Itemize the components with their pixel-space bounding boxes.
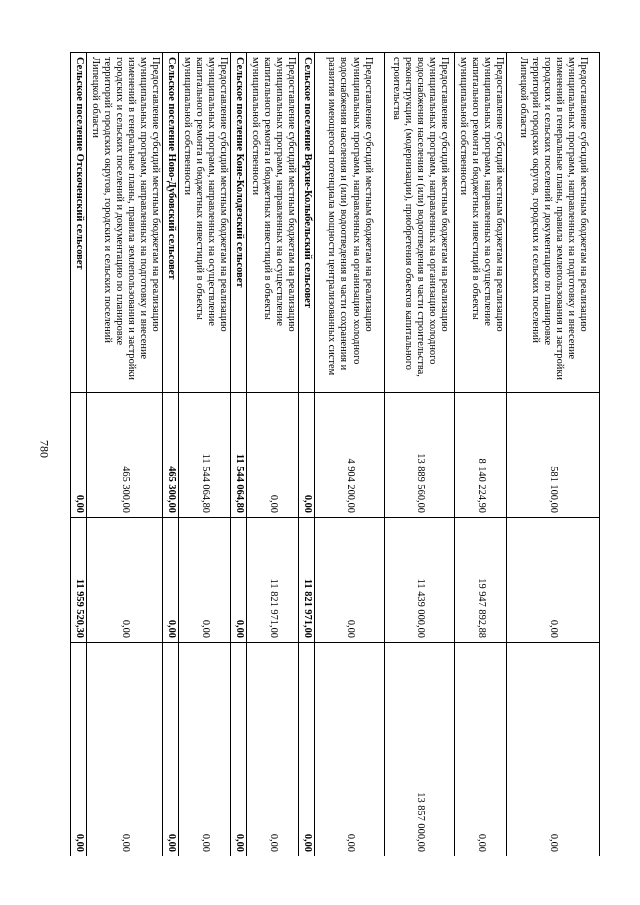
section-row [163, 53, 179, 857]
row-value-3: 0,00 [455, 643, 507, 857]
row-value-1: 13 889 560,00 [384, 393, 455, 518]
row-value-2: 19 947 892,88 [455, 518, 507, 643]
row-value-3: 13 857 000,00 [384, 643, 455, 857]
row-description: Предоставление субсидий местным бюджетам на реализацию муниципальных программ, направленных на подготовку и внесение изменений в генеральные планы, правила землепользования и застройки городских и сельских поселений и документацию по планировке территорий городских округов, городских и сельских поселений Липецкой области [87, 53, 163, 393]
page-number: 780 [37, 440, 52, 458]
row-value-3: 0,00 [315, 643, 385, 857]
table-row [384, 53, 455, 857]
row-description: Сельское поселение Отскоченский сельсовет [71, 53, 87, 393]
row-description: Сельское поселение Коне-Колодезский сельсовет [231, 53, 247, 393]
row-value-3: 0,00 [179, 643, 231, 857]
row-value-2: 0,00 [163, 518, 179, 643]
row-value-1: 0,00 [71, 393, 87, 518]
row-value-2: 0,00 [87, 518, 163, 643]
row-value-1: 465 300,00 [87, 393, 163, 518]
row-value-2: 0,00 [507, 518, 600, 643]
row-value-3: 0,00 [299, 643, 315, 857]
table-row [507, 53, 600, 857]
row-value-2: 0,00 [179, 518, 231, 643]
section-row [299, 53, 315, 857]
row-value-3: 0,00 [87, 643, 163, 857]
section-row [71, 53, 87, 857]
row-value-2: 11 439 000,00 [384, 518, 455, 643]
row-value-2: 11 821 971,00 [247, 518, 299, 643]
row-description: Сельское поселение Ново-Дубовский сельсовет [163, 53, 179, 393]
table-row [87, 53, 163, 857]
row-value-2: 11 959 520,30 [71, 518, 87, 643]
row-value-1: 8 140 224,90 [455, 393, 507, 518]
row-value-2: 0,00 [231, 518, 247, 643]
row-description: Предоставление субсидий местным бюджетам на реализацию муниципальных программ, направленных на осуществление капитального ремонта и бюджетных инвестиций в объекты муниципальной собственности [247, 53, 299, 393]
row-description: Предоставление субсидий местным бюджетам на реализацию муниципальных программ, направленных на организацию холодного водоснабжения населения и (или) водоотведения в части строительства, реконструкции, (модернизации), приобретения объектов капитального строительства [384, 53, 455, 393]
row-value-3: 0,00 [231, 643, 247, 857]
row-description: Предоставление субсидий местным бюджетам на реализацию муниципальных программ, направленных на организацию холодного водоснабжения населения и (или) водоотведения в части сохранения и развития имеющегося потенциала мощности централизованных систем [315, 53, 385, 393]
row-value-1: 581 100,00 [507, 393, 600, 518]
row-description: Сельское поселение Верхне-Колыбельский сельсовет [299, 53, 315, 393]
row-value-1: 4 904 200,00 [315, 393, 385, 518]
row-value-1: 11 544 064,80 [179, 393, 231, 518]
table-row [247, 53, 299, 857]
row-value-1: 465 300,00 [163, 393, 179, 518]
row-value-1: 11 544 064,80 [231, 393, 247, 518]
row-description: Предоставление субсидий местным бюджетам на реализацию муниципальных программ, направленных на подготовку и внесение изменений в генеральные планы, правила землепользования и застройки городских и сельских поселений и документацию по планировке территорий городских округов, городских и сельских поселений Липецкой области [507, 53, 600, 393]
row-value-2: 11 821 971,00 [299, 518, 315, 643]
table-row [179, 53, 231, 857]
budget-table [70, 52, 600, 856]
row-value-2: 0,00 [315, 518, 385, 643]
row-value-1: 0,00 [299, 393, 315, 518]
row-value-3: 0,00 [247, 643, 299, 857]
table-body [71, 53, 600, 857]
row-description: Предоставление субсидий местным бюджетам на реализацию муниципальных программ, направленных на осуществление капитального ремонта и бюджетных инвестиций в объекты муниципальной собственности [455, 53, 507, 393]
row-value-3: 0,00 [507, 643, 600, 857]
section-row [231, 53, 247, 857]
row-value-3: 0,00 [71, 643, 87, 857]
row-value-1: 0,00 [247, 393, 299, 518]
budget-table-container [70, 52, 600, 856]
table-row [315, 53, 385, 857]
table-row [455, 53, 507, 857]
row-value-3: 0,00 [163, 643, 179, 857]
row-description: Предоставление субсидий местным бюджетам на реализацию муниципальных программ, направленных на осуществление капитального ремонта и бюджетных инвестиций в объекты муниципальной собственности [179, 53, 231, 393]
